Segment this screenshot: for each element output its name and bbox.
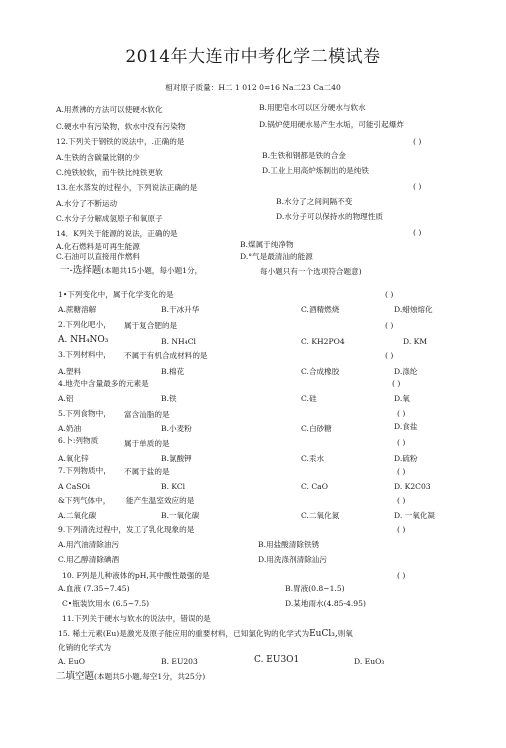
q5-option-b: B.小麦粉: [161, 424, 192, 433]
q6-paren: ( ): [397, 438, 406, 447]
q4-option-a: A.铝: [58, 394, 74, 403]
q13-option-b: B.水分了之间间隔不变: [276, 197, 353, 206]
q3-stem: 3.下列材料中，: [58, 350, 111, 359]
q5-stem-tail: 富含汕脂的是: [124, 410, 170, 419]
section1-title: 一-选择题(本题共15小题，每小题1分，: [60, 265, 203, 276]
q15-option-a: A. EuO: [58, 657, 85, 666]
q12-stem: 12.下列关于钢铁的说法中，.正确的是: [56, 137, 185, 146]
q13-option-a: A.水分了不断运动: [56, 199, 118, 208]
q10-option-b: B.胃液(0.8~1.5): [285, 584, 345, 593]
q8-stem: &下列气体中，: [58, 496, 111, 505]
q8-option-a: A.二氧化碳: [58, 511, 97, 520]
q1-option-a: A.蔗糖溶解: [58, 305, 97, 314]
q3-option-c: C.合成橡胶: [301, 367, 340, 376]
q13-option-c: C.水分子分解成氢原子和氧原子: [56, 214, 163, 223]
q7-stem: 7.下列物质中，: [58, 466, 111, 475]
q10-paren: ( ): [397, 571, 406, 580]
q9-option-d: D.用洗涤剂清除汕污: [258, 555, 327, 564]
q1-stem: 1•下列变化中，属于化学变化的是: [58, 290, 174, 299]
q2-option-a: A. NH₄NO₃: [58, 335, 109, 345]
q7-option-d: D. K2C03: [394, 482, 431, 491]
q2-paren: ( ): [385, 321, 394, 330]
q15-stem: 15. 稀土元素(Eu)是激光及原子能应用的重要材料，已知氯化钩的化学式为EuCl₃,则氧: [58, 629, 353, 639]
q7-paren: ( ): [397, 467, 406, 476]
q3-stem-tail: 不属于有机合成材料的是: [124, 351, 208, 360]
q12-paren: ( ): [413, 137, 422, 146]
q9-option-a: A.用汽油清除油污: [58, 540, 120, 549]
q8-stem-tail: 能产生温室效应的是: [126, 496, 195, 505]
q1-paren: ( ): [385, 290, 394, 299]
q5-stem: 5.下列食物中，: [58, 409, 111, 418]
q3-option-a: A.塑料: [58, 367, 82, 376]
q2-stem: 2.下列化吧小，: [58, 320, 111, 329]
q4-paren: ( ): [392, 379, 401, 388]
section2-title: 二填空题(本题共5小题,每空1分，共25分): [56, 671, 206, 682]
q15-option-b: B. EU203: [161, 657, 198, 666]
q2-stem-tail: 属于复合肥的是: [124, 321, 178, 330]
q8-option-d: D. 一氧化凝: [394, 511, 436, 520]
q9-option-b: B.用盐酸清除铁锈: [258, 540, 320, 549]
q9-paren: ( ): [397, 525, 406, 534]
q5-paren: ( ): [397, 409, 406, 418]
q13-paren: ( ): [413, 182, 422, 191]
q7-stem-tail: 不属于盐的是: [124, 467, 170, 476]
q2-option-b: B. NH₄Cl: [161, 337, 196, 346]
q7-option-b: B. KCl: [161, 482, 186, 491]
q14-option-a-clipped: A.化石燃料是可再生能源: [56, 242, 140, 251]
q6-stem: 6.卜:列物质: [58, 436, 99, 445]
section1-note: 每小题只有一个选项符合题意): [260, 267, 362, 276]
q4-option-b: B.铁: [161, 394, 177, 403]
q14-stem: 14．K列关于能源的说法，正确的是: [56, 229, 178, 238]
atomic-mass-line: 相对原子质量：H二 1 012 0=16 Na二23 Ca二40: [165, 83, 341, 92]
q3-option-b: B.棉花: [161, 367, 185, 376]
q11-option-d: D.锅炉使用硬水易产生水垢，可能引起爆炸: [259, 120, 404, 129]
q15-option-c: C. EU3O1: [254, 655, 300, 665]
q8-option-b: B.一氧化碳: [161, 511, 200, 520]
q6-option-d: D.硫粉: [394, 454, 418, 463]
q1-option-b: B.干冰升华: [161, 305, 200, 314]
q10-option-c: C•瓶装饮用水 (6.5~7.5): [62, 599, 150, 608]
q5-option-a: A.奶油: [58, 424, 82, 433]
q10-option-a: A.血液 (7.35~7.45): [58, 584, 130, 593]
q12-option-c: C.纯铁较软，而牛铁比纯铁更软: [56, 168, 163, 177]
q10-stem: 10. F列是儿种液体的pH,其中酸性最强的是: [62, 571, 210, 580]
q2-option-c: C. KH2PO4: [301, 337, 345, 346]
q14-option-d: D.°气是最清汕的能源: [240, 252, 313, 261]
q4-option-d: D.氧: [394, 394, 410, 403]
q6-option-c: C.汞水: [301, 454, 325, 463]
exam-title: 2014年大连市中考化学二模试卷: [125, 47, 381, 67]
q5-option-d: D.食盐: [394, 422, 418, 431]
q12-option-a: A.生铁的含碳量比钢的少: [56, 153, 140, 162]
q14-paren: ( ): [413, 228, 422, 237]
q9-stem: 9.下列清洗过程中，发工了乳化现象的是: [58, 525, 195, 534]
q5-option-c: C.白砂糖: [301, 424, 332, 433]
q8-option-c: C.二氧化氮: [301, 511, 340, 520]
q12-option-d: D.工业上用高炉炼制出的是纯铁: [262, 166, 369, 175]
q13-stem: 13.在水蒸发的过程小，下列说法正确的是: [56, 183, 198, 192]
q9-option-c: C.用乙醇清除碘酒: [58, 555, 120, 564]
q6-option-b: B.氯酸钾: [161, 454, 192, 463]
q10-option-d: D.某地雨水(4.85-4.95): [285, 599, 366, 608]
q15-stem-line2: 化销的化学式为: [58, 643, 112, 652]
q3-paren: ( ): [385, 351, 394, 360]
q4-option-c: C.硅: [301, 394, 317, 403]
q3-option-d: D.涤纶: [394, 367, 418, 376]
q11-option-b: B.用肥皂水可以区分硬水与软水: [259, 103, 366, 112]
q11-stem: 11.下列关于硬水与软水的说法中，错误的是: [62, 614, 211, 623]
q2-option-d: D. KM: [403, 337, 428, 346]
q4-stem: 4.地壳中含量最多的元素是: [58, 379, 149, 388]
q11-option-c: C.硬水中有污染物，软水中没有污染物: [56, 122, 186, 131]
q13-option-d: D.水分子可以保持水的物理性质: [276, 212, 383, 221]
q14-option-c: C.石油可以直接用作燃料: [56, 252, 140, 261]
q15-option-d: D. EuO₃: [354, 657, 385, 666]
q6-option-a: A.氧化锌: [58, 454, 89, 463]
q7-option-c: C. CaO: [301, 482, 328, 491]
q6-stem-tail: 属于单质的是: [124, 439, 170, 448]
q8-paren: ( ): [397, 496, 406, 505]
q14-option-b: B.煤属于纯净物: [240, 240, 294, 249]
q7-option-a: A CaSOi: [58, 482, 91, 491]
q12-option-b: B.生铁和钢都是铁的合金: [262, 151, 346, 160]
q11-option-a: A.用煮沸的方法可以使硬水软化: [56, 105, 163, 114]
q1-option-d: D.蜡烛熔化: [394, 305, 433, 314]
q1-option-c: C.酒精燃烧: [301, 305, 340, 314]
